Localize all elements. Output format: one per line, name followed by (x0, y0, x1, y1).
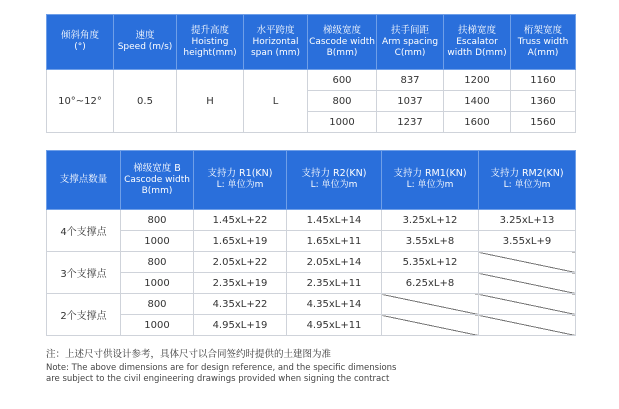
table-row (47, 231, 576, 252)
speed-cell: 0.5 (114, 70, 177, 133)
r1-cell: 2.05xL+22 (194, 252, 287, 273)
escalator-width-cell: 1400 (444, 91, 511, 112)
support-count-cell: 3个支撑点 (47, 252, 121, 294)
header-rm1: 支持力 RM1(KN) L: 单位为m (382, 151, 479, 210)
not-applicable-cell (479, 273, 576, 294)
rm1-cell: 3.55xL+8 (382, 231, 479, 252)
not-applicable-cell (479, 294, 576, 315)
header-truss-width: 桁架宽度 Truss width A(mm) (511, 15, 576, 70)
r2-cell: 1.65xL+11 (287, 231, 382, 252)
r1-cell: 4.35xL+22 (194, 294, 287, 315)
not-applicable-cell (382, 294, 479, 315)
hoisting-cell: H (177, 70, 244, 133)
escalator-dimensions-table (46, 14, 576, 133)
table1-header-row (47, 15, 576, 70)
angle-cell: 10°~12° (47, 70, 114, 133)
support-count-cell: 4个支撑点 (47, 210, 121, 252)
cascode-width-cell: 1000 (121, 315, 194, 336)
note-english-line1: Note: The above dimensions are for design reference, and the specific dimensions (46, 363, 397, 373)
cascode-width-cell: 600 (308, 70, 377, 91)
cascode-width-cell: 800 (121, 252, 194, 273)
table2-header-row (47, 151, 576, 210)
support-count-cell: 2个支撑点 (47, 294, 121, 336)
header-horizontal-span: 水平跨度 Horizontal span (mm) (244, 15, 308, 70)
header-escalator-width: 扶梯宽度 Escalator width D(mm) (444, 15, 511, 70)
r2-cell: 2.35xL+11 (287, 273, 382, 294)
cascode-width-cell: 1000 (121, 231, 194, 252)
rm1-cell: 5.35xL+12 (382, 252, 479, 273)
table-row (47, 210, 576, 231)
rm1-cell: 6.25xL+8 (382, 273, 479, 294)
truss-width-cell: 1360 (511, 91, 576, 112)
header-cascode-width: 梯级宽度 Cascode width B(mm) (308, 15, 377, 70)
r2-cell: 2.05xL+14 (287, 252, 382, 273)
rm2-cell: 3.25xL+13 (479, 210, 576, 231)
r1-cell: 4.95xL+19 (194, 315, 287, 336)
span-cell: L (244, 70, 308, 133)
not-applicable-cell (382, 315, 479, 336)
cascode-width-cell: 800 (121, 210, 194, 231)
header-r1: 支持力 R1(KN) L: 单位为m (194, 151, 287, 210)
note-english-line2: are subject to the civil engineering drawings provided when signing the contract (46, 374, 390, 384)
header-cascode-width: 梯级宽度 B Cascode width B(mm) (121, 151, 194, 210)
header-angle: 倾斜角度 (°) (47, 15, 114, 70)
r2-cell: 4.95xL+11 (287, 315, 382, 336)
cascode-width-cell: 800 (121, 294, 194, 315)
arm-spacing-cell: 837 (377, 70, 444, 91)
truss-width-cell: 1560 (511, 112, 576, 133)
cascode-width-cell: 800 (308, 91, 377, 112)
escalator-width-cell: 1600 (444, 112, 511, 133)
r1-cell: 1.45xL+22 (194, 210, 287, 231)
table-row (47, 315, 576, 336)
r1-cell: 1.65xL+19 (194, 231, 287, 252)
table-row (47, 252, 576, 273)
not-applicable-cell (479, 315, 576, 336)
rm1-cell: 3.25xL+12 (382, 210, 479, 231)
truss-width-cell: 1160 (511, 70, 576, 91)
r2-cell: 1.45xL+14 (287, 210, 382, 231)
arm-spacing-cell: 1237 (377, 112, 444, 133)
r1-cell: 2.35xL+19 (194, 273, 287, 294)
r2-cell: 4.35xL+14 (287, 294, 382, 315)
table-row (47, 70, 576, 91)
cascode-width-cell: 1000 (121, 273, 194, 294)
cascode-width-cell: 1000 (308, 112, 377, 133)
rm2-cell: 3.55xL+9 (479, 231, 576, 252)
header-support-count: 支撑点数量 (47, 151, 121, 210)
table-row (47, 294, 576, 315)
header-speed: 速度 Speed (m/s) (114, 15, 177, 70)
arm-spacing-cell: 1037 (377, 91, 444, 112)
support-force-table (46, 150, 576, 336)
note-chinese: 注：上述尺寸供设计参考，具体尺寸以合同签约时提供的土建图为准 (46, 349, 332, 360)
header-arm-spacing: 扶手间距 Arm spacing C(mm) (377, 15, 444, 70)
not-applicable-cell (479, 252, 576, 273)
header-hoisting-height: 提升高度 Hoisting height(mm) (177, 15, 244, 70)
table-row (47, 273, 576, 294)
header-r2: 支持力 R2(KN) L: 单位为m (287, 151, 382, 210)
header-rm2: 支持力 RM2(KN) L: 单位为m (479, 151, 576, 210)
escalator-width-cell: 1200 (444, 70, 511, 91)
